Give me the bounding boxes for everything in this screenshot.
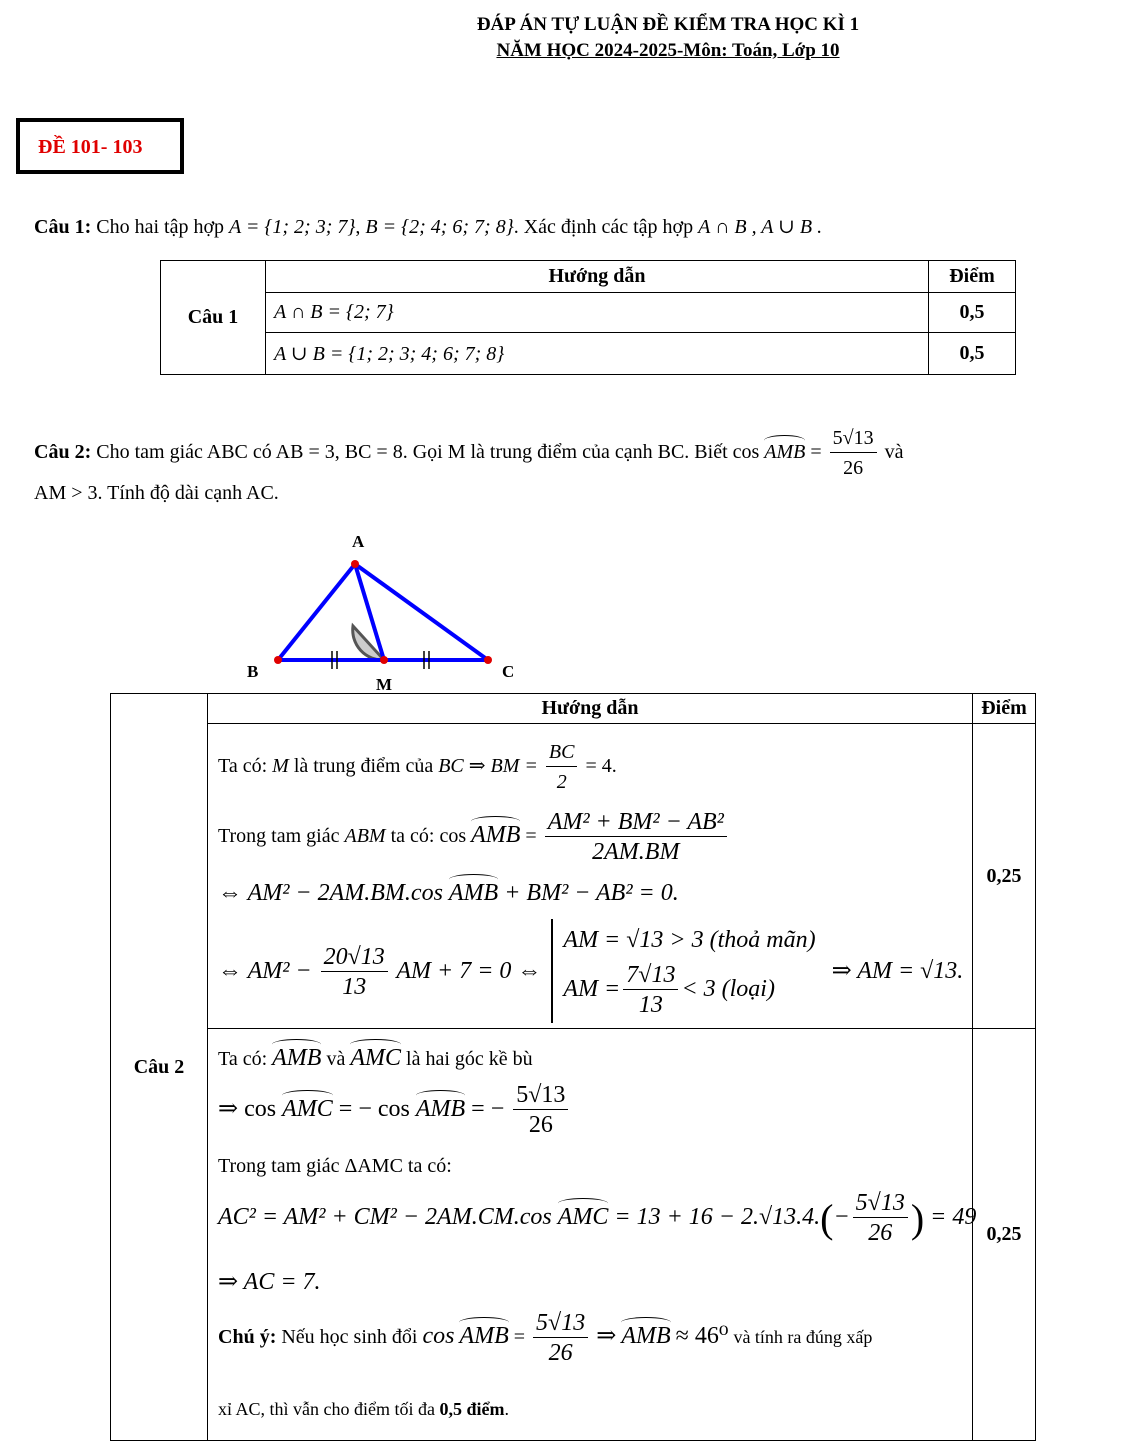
q2-step-1: Ta có: M là trung điểm của BC ⇒ BM = $\frac{BC}{2}$ = 4. Trong tam giác ABM ta có: cos AMB = $\frac{\text{AM² + BM² − AB²}}{2AM.BM}$ ⇔ AM² − 2AM.BM.cos AMB + BM² − AB² = 0. ⇔ AM² − $\frac{20√13}{13}$ AM + 7 = 0 ⇔ AM = √13 > 3 (thoả mãn) AM = $\frac{7√13}{13}$ < 3 (loại) ⇒ AM = √13. [208,724,973,1029]
q2-row-label: Câu 2 [111,694,208,1441]
q1-answer-2: A ∪ B = {1; 2; 3; 4; 6; 7; 8} [266,333,929,375]
q2-eq: = [810,441,822,464]
q2-table [110,693,1036,1441]
q1-label: Câu 1: [34,216,92,238]
segment-ac [355,564,488,660]
q1-score-2: 0,5 [929,333,1016,375]
q2-col-guide: Hướng dẫn [208,694,973,724]
doc-title: ĐÁP ÁN TỰ LUẬN ĐỀ KIỂM TRA HỌC KÌ 1 [476,14,860,35]
q1-text: Cho hai tập hợp [96,216,225,238]
q2-text: Cho tam giác ABC có AB = 3, BC = 8. Gọi M là trung điểm của cạnh BC. Biết cos [96,441,760,464]
q1-text-b: . Xác định các tập hợp [513,216,694,238]
exam-code-box [16,118,184,174]
q2-text-line2: AM > 3. Tính độ dài cạnh AC. [34,482,279,504]
vertex-a [351,560,359,568]
q2-frac-num: 5√13 [830,424,877,453]
q2-col-score: Điểm [973,694,1036,724]
q1-set-a: A = {1; 2; 3; 7} [229,216,356,238]
q1-col-guide: Hướng dẫn [266,261,929,293]
vertex-c [484,656,492,664]
q2-text-va: và [884,441,904,464]
q1-answer-1: A ∩ B = {2; 7} [266,293,929,333]
q1-row-label: Câu 1 [161,261,266,375]
q1-table [160,260,1016,375]
q2-angle: AMB [764,435,805,464]
segment-ab [278,564,355,660]
q2-label: Câu 2: [34,441,92,464]
triangle-figure [240,525,540,695]
label-a: A [352,532,365,551]
q1-ops: A ∩ B , A ∪ B . [698,216,823,238]
exam-code: ĐỀ 101- 103 [38,136,143,158]
label-c: C [502,662,515,681]
q1-col-score: Điểm [929,261,1016,293]
question-1: Câu 1: Cho hai tập hợp A = {1; 2; 3; 7}, B = {2; 4; 6; 7; 8}. Xác định các tập hợp A ∩ B , A ∪ B . [34,216,823,238]
doc-subtitle: NĂM HỌC 2024-2025-Môn: Toán, Lớp 10 [496,40,840,61]
vertex-b [274,656,282,664]
vertex-m [380,656,388,664]
label-b: B [247,662,259,681]
question-2 [34,424,1114,483]
q2-score-1: 0,25 [973,724,1036,1029]
q1-set-b: B = {2; 4; 6; 7; 8} [365,216,514,238]
q2-frac-den: 26 [843,457,864,479]
q2-score-2: 0,25 [973,1029,1036,1441]
label-m: M [376,675,393,694]
q2-step-2: Ta có: AMB và AMC là hai góc kề bù ⇒ cos AMC = − cos AMB = − $\frac{5√13}{26}$ Trong tam giác ΔAMC ta có: AC² = AM² + CM² − 2AM.CM.cos AMC = 13 + 16 − 2.√13.4.(− $\frac{5√13}{26}$ ) = 49 ⇒ AC = 7. Chú ý: Nếu học sinh đổi cos AMB = $\frac{5√13}{26}$ ⇒ AMB ≈ 46⁰ và tính ra đúng xấp xỉ AC, thì vẫn cho điểm tối đa 0,5 điểm. [208,1029,973,1441]
q1-score-1: 0,5 [929,293,1016,333]
